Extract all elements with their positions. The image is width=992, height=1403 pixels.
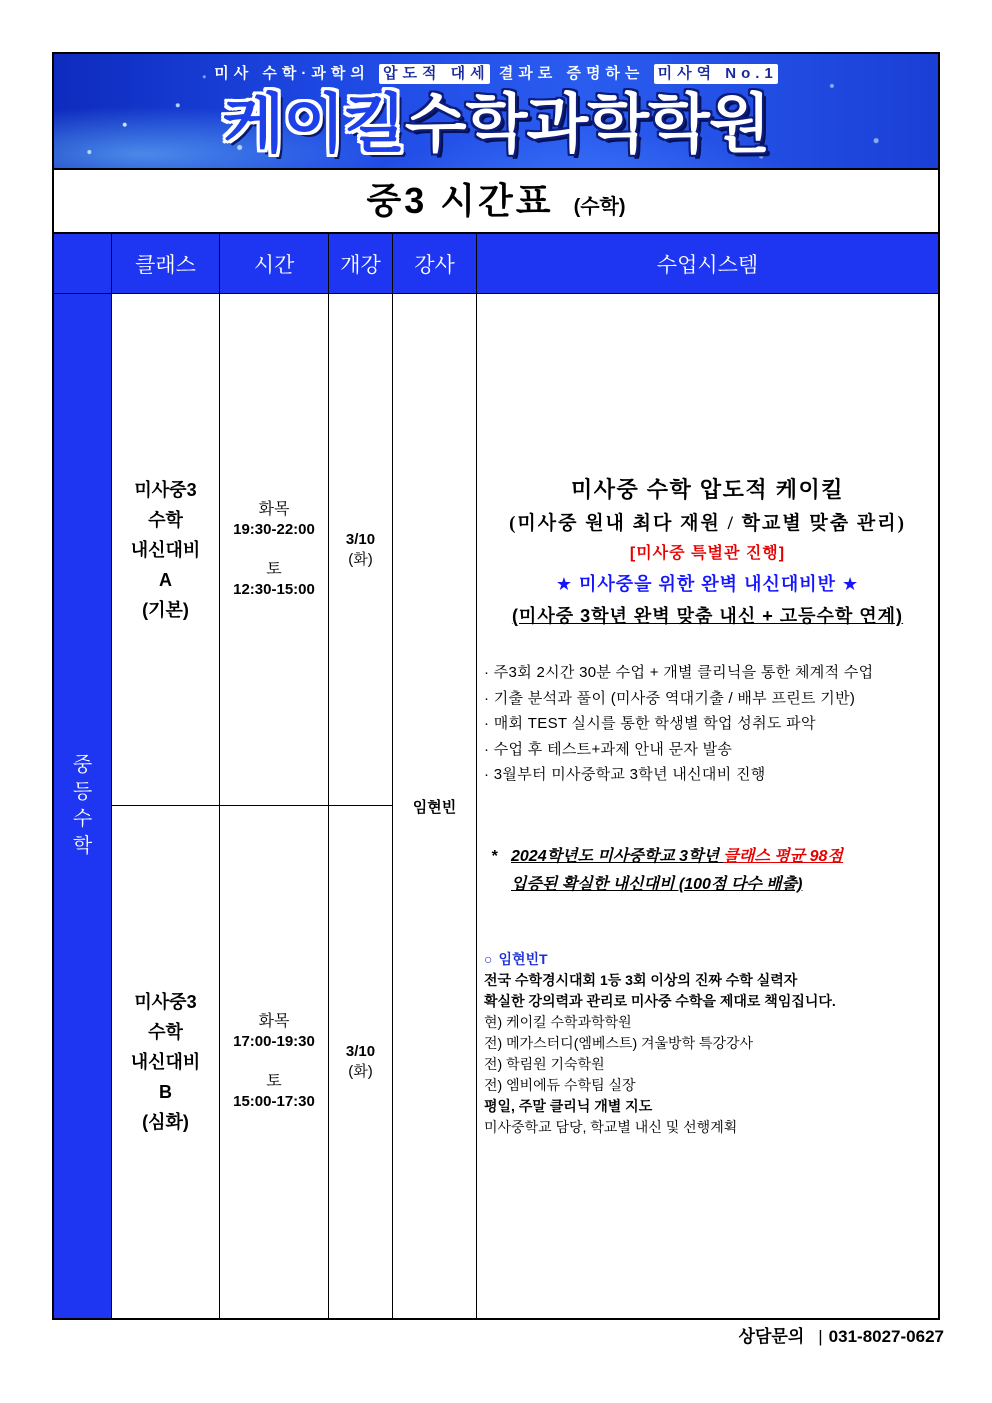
- weekend-label: 토: [266, 1073, 282, 1090]
- header-teacher: 강사: [393, 234, 476, 293]
- list-item: · 3월부터 미사중학교 3학년 내신대비 진행: [484, 766, 766, 783]
- system-headline: 미사중 수학 압도적 케이킬: [570, 477, 845, 502]
- category-cell: [54, 294, 111, 1318]
- teacher-profile-line: 전) 학림원 기숙학원: [484, 1056, 605, 1072]
- weekend-label: 토: [266, 560, 282, 578]
- results-note-line-2: [491, 871, 934, 899]
- header-class-system: 수업시스템: [477, 234, 938, 293]
- timetable: [54, 234, 938, 1318]
- class-line: 수학: [148, 509, 183, 530]
- class-line: (심화): [142, 1112, 189, 1132]
- weekend-time: 15:00-17:30: [233, 1093, 315, 1110]
- class-line: 수학: [148, 1022, 183, 1042]
- header-category-cell: [54, 234, 111, 293]
- class-line: (기본): [142, 599, 189, 620]
- time-cell-a: [220, 294, 328, 805]
- teacher-name: 임현빈: [412, 798, 457, 816]
- page-title: [54, 168, 938, 234]
- asterisk-marker: *: [491, 848, 498, 865]
- start-date-cell-a: [329, 294, 392, 805]
- class-line: 미사중3: [134, 479, 197, 500]
- list-item: · 기출 분석과 풀이 (미사중 역대기출 / 배부 프린트 기반): [484, 689, 856, 707]
- weekend-time: 12:30-15:00: [233, 580, 315, 598]
- system-program-description: (미사중 3학년 완벽 맞춤 내신 + 고등수학 연계): [511, 606, 904, 626]
- class-line: 미사중3: [134, 992, 197, 1012]
- teacher-profile-line: 전) 엠비에듀 수학팀 실장: [484, 1077, 636, 1093]
- weekday-label: 화목: [258, 500, 290, 518]
- contact-separator: |: [818, 1327, 823, 1346]
- teacher-profile-line: 전) 메가스터디(엠베스트) 겨울방학 특강강사: [484, 1035, 754, 1051]
- tagline-text-2: 결과로 증명하는: [498, 65, 645, 82]
- contact-footer: [739, 1325, 944, 1349]
- teacher-profile-line: 현) 케이킬 수학과학학원: [484, 1014, 632, 1030]
- list-item: · 주3회 2시간 30분 수업 + 개별 클리닉을 통한 체계적 수업: [484, 664, 874, 681]
- class-line: A: [159, 569, 172, 590]
- category-label: 중등수학: [72, 754, 93, 857]
- circle-bullet-icon: ○: [484, 951, 493, 967]
- start-date: 3/10: [345, 530, 376, 548]
- class-system-cell: [477, 294, 938, 1318]
- list-item: · 수업 후 테스트+과제 안내 문자 발송: [484, 740, 733, 758]
- page-title-subject: (수학): [573, 196, 626, 218]
- header-time: 시간: [220, 234, 328, 293]
- class-line: 내신대비: [130, 1052, 201, 1072]
- results-note-text-2: 입증된 확실한 내신대비 (100점 다수 배출): [511, 876, 803, 893]
- banner-tagline: [54, 63, 938, 85]
- teacher-profile-line: 평일, 주말 클리닉 개별 지도: [484, 1098, 653, 1114]
- list-item: · 매회 TEST 실시를 통한 학생별 학업 성취도 파악: [484, 715, 816, 732]
- tagline-text-1: 미사 수학·과학의: [214, 65, 370, 82]
- class-line: B: [159, 1082, 172, 1102]
- start-date-cell-b: [329, 806, 392, 1318]
- tagline-highlight-2: 미사역 No.1: [654, 64, 778, 84]
- academy-name-brand: 케이킬: [222, 88, 405, 160]
- start-day: (화): [348, 550, 373, 568]
- page-title-main: 중3 시간표: [366, 180, 554, 221]
- contact-phone: 031-8027-0627: [828, 1327, 944, 1346]
- timetable-sheet: [52, 52, 940, 1320]
- teacher-profile-line: 전국 수학경시대회 1등 3회 이상의 진짜 수학 실력자: [484, 972, 798, 988]
- system-program-title: ★ 미사중을 위한 완벽 내신대비반 ★: [555, 574, 860, 594]
- results-note-line-1: [491, 843, 934, 871]
- weekday-time: 17:00-19:30: [233, 1033, 315, 1050]
- contact-label: 상담문의: [738, 1327, 805, 1346]
- weekday-time: 19:30-22:00: [233, 520, 315, 538]
- weekday-label: 화목: [258, 1013, 290, 1030]
- teacher-profile: [484, 949, 934, 1138]
- teacher-profile-line: 미사중학교 담당, 학교별 내신 및 선행계획: [484, 1119, 738, 1135]
- results-note: [491, 843, 934, 899]
- start-date: 3/10: [345, 1043, 376, 1060]
- system-intro: [477, 472, 938, 632]
- class-name-cell-a: [112, 294, 219, 805]
- system-bullet-list: [484, 660, 934, 788]
- teacher-profile-line: 확실한 강의력과 관리로 미사중 수학을 제대로 책임집니다.: [484, 993, 836, 1009]
- time-cell-b: [220, 806, 328, 1318]
- system-special-notice: [미사중 특별관 진행]: [629, 545, 786, 562]
- academy-banner: [54, 54, 938, 168]
- header-class: 클래스: [112, 234, 219, 293]
- teacher-profile-name: 임현빈T: [498, 951, 548, 967]
- class-line: 내신대비: [130, 539, 201, 560]
- results-note-underline: [511, 848, 843, 865]
- results-note-highlight: 클래스 평균 98점: [723, 848, 843, 865]
- results-note-text: 2024학년도 미사중학교 3학년: [511, 848, 719, 865]
- academy-name-rest: 수학과학학원: [404, 88, 770, 160]
- system-subline: (미사중 원내 최다 재원 / 학교별 맞춤 관리): [509, 513, 906, 534]
- start-day: (화): [348, 1063, 373, 1080]
- header-start-date: 개강: [329, 234, 392, 293]
- class-name-cell-b: [112, 806, 219, 1318]
- academy-name: [54, 84, 938, 164]
- teacher-profile-heading: [484, 949, 934, 970]
- teacher-cell: [393, 294, 476, 1318]
- tagline-highlight-1: 압도적 대세: [379, 64, 490, 84]
